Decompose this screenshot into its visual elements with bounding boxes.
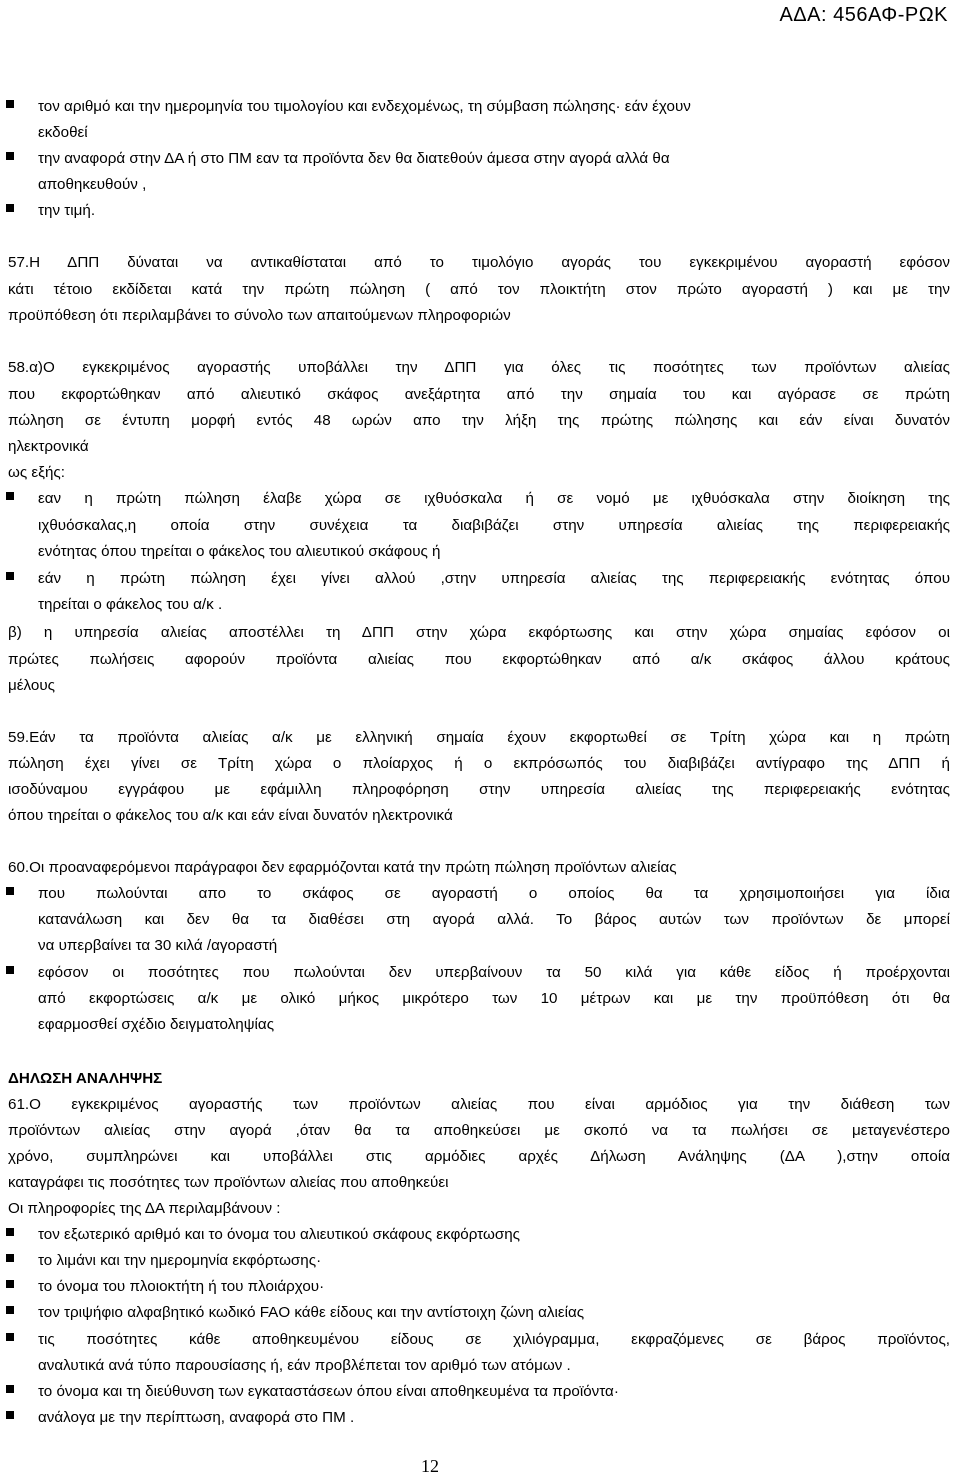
text-line: να υπερβαίνει τα 30 κιλά /αγοραστή [38, 937, 278, 954]
bullet-icon [6, 1411, 14, 1419]
text-line: εφαρμοσθεί σχέδιο δειγματοληψίας [38, 1016, 275, 1033]
text-line: το λιμάνι και την ημερομηνία εκφόρτωσης· [38, 1252, 322, 1269]
text-line: που πωλούνται απο το σκάφος σε αγοραστή ο οποίος θα τα χρησιμοποιήσει για ίδια [38, 885, 950, 902]
bullet-icon [6, 572, 14, 580]
ada-code: ΑΔΑ: 456ΑΦ-ΡΩΚ [779, 4, 948, 26]
text-line: εφόσον οι ποσότητες που πωλούνται δεν υπερβαίνουν τα 50 κιλά για κάθε είδος ή προέρχονται [38, 964, 950, 981]
paragraph-59-line: ισοδύναμου εγγράφου με εφάμιλλη πληροφόρηση στην υπηρεσία αλιείας της περιφερειακής ενότητας [8, 781, 950, 798]
text-line: τις ποσότητες κάθε αποθηκευμένου είδους σε χιλιόγραμμα, εκφραζόμενες σε βάρος προϊόντος, [38, 1331, 950, 1348]
bullet-icon [6, 1280, 14, 1288]
paragraph-59-line: πώληση έχει γίνει σε Τρίτη χώρα ο πλοίαρχος ή ο εκπρόσωπός του διαβιβάζει αντίγραφο της ΔΠΠ ή [8, 755, 950, 772]
paragraph-59-line: 59.Εάν τα προϊόντα αλιείας α/κ με ελληνική σημαία έχουν εκφορτωθεί σε Τρίτη χώρα και η πρώτη [8, 729, 950, 746]
text-line: τον εξωτερικό αριθμό και το όνομα του αλιευτικού σκάφους εκφόρτωσης [38, 1226, 520, 1243]
paragraph-61-line: Οι πληροφορίες της ΔΑ περιλαμβάνουν : [8, 1200, 281, 1217]
paragraph-61-line: χρόνο, συμπληρώνει και υποβάλλει στις αρμόδιες αρχές Δήλωση Ανάληψης (ΔΑ ),στην οποία [8, 1148, 950, 1165]
paragraph-58b-line: μέλους [8, 677, 55, 694]
text-line: την τιμή. [38, 202, 96, 219]
paragraph-61-line: προϊόντων αλιείας στην αγορά ,όταν θα τα αποθηκεύσει με σκοπό να τα πωλήσει σε μεταγενέστερο [8, 1122, 950, 1139]
paragraph-60-line: 60.Οι προαναφερόμενοι παράγραφοι δεν εφαρμόζονται κατά την πρώτη πώληση προϊόντων αλιείας [8, 859, 677, 876]
paragraph-57-line: κάτι τέτοιο εκδίδεται κατά την πρώτη πώληση ( από τον πλοικτήτη στον πρώτο αγοραστή ) και με την [8, 281, 950, 298]
bullet-icon [6, 887, 14, 895]
text-line: κατανάλωση και δεν θα τα διαθέσει στη αγορά αλλά. Το βάρος αυτών των προϊόντων δε μπορεί [38, 911, 950, 928]
text-line: την αναφορά στην ΔΑ ή στο ΠΜ εαν τα προϊόντα δεν θα διατεθούν άμεσα στην αγορά αλλά θα [38, 150, 670, 167]
page-number: 12 [421, 1456, 439, 1476]
text-line: το όνομα και τη διεύθυνση των εγκαταστάσεων όπου είναι αποθηκευμένα τα προϊόντα· [38, 1383, 619, 1400]
bullet-icon [6, 1385, 14, 1393]
bullet-icon [6, 152, 14, 160]
text-line: τον τριψήφιο αλφαβητικό κωδικό FAO κάθε είδους και την αντίστοιχη ζώνη αλιείας [38, 1304, 585, 1321]
text-line: το όνομα του πλοιοκτήτη ή του πλοιάρχου· [38, 1278, 325, 1295]
paragraph-57-line: 57.Η ΔΠΠ δύναται να αντικαθίσταται από το τιμολόγιο αγοράς του εγκεκριμένου αγοραστή εφόσον [8, 254, 950, 271]
paragraph-57-line: προϋπόθεση ότι περιλαμβάνει το σύνολο των απαιτούμενων πληροφοριών [8, 307, 511, 324]
text-line: ανάλογα με την περίπτωση, αναφορά στο ΠΜ . [38, 1409, 355, 1426]
bullet-icon [6, 1333, 14, 1341]
paragraph-61-line: 61.Ο εγκεκριμένος αγοραστής των προϊόντων αλιείας που είναι αρμόδιος για την διάθεση των [8, 1096, 950, 1113]
paragraph-58-line: ως εξής: [8, 464, 65, 481]
text-line: ιχθυόσκαλας,η οποία στην συνέχεια τα διαβιβάζει στην υπηρεσία αλιείας της περιφερειακής [38, 517, 950, 534]
paragraph-58-line: που εκφορτώθηκαν από αλιευτικό σκάφος ανεξάρτητα από την σημαία του και αγόρασε σε πρώτη [8, 386, 950, 403]
text-line: τηρείται ο φάκελος του α/κ . [38, 596, 223, 613]
text-line: αποθηκευθούν , [38, 176, 147, 193]
text-line: από εκφορτώσεις α/κ με ολικό μήκος μικρότερο των 10 μέτρων και με την προϋπόθεση ότι θα [38, 990, 950, 1007]
text-line: εκδοθεί [38, 124, 88, 141]
paragraph-58b-line: β) η υπηρεσία αλιείας αποστέλλει τη ΔΠΠ στην χώρα εκφόρτωσης και στην χώρα σημαίας εφόσον οι [8, 624, 950, 641]
bullet-icon [6, 966, 14, 974]
section-heading: ΔΗΛΩΣΗ ΑΝΑΛΗΨΗΣ [8, 1070, 163, 1087]
bullet-icon [6, 1306, 14, 1314]
bullet-icon [6, 492, 14, 500]
paragraph-58-line: πώληση σε έντυπη μορφή εντός 48 ωρών απο την λήξη της πρώτης πώλησης και εάν είναι δυνατόν [8, 412, 950, 429]
bullet-icon [6, 204, 14, 212]
paragraph-58-line: 58.α)Ο εγκεκριμένος αγοραστής υποβάλλει την ΔΠΠ για όλες τις ποσότητες των προϊόντων αλιείας [8, 359, 950, 376]
text-line: αναλυτικά ανά τύπο παρουσίασης ή, εάν προβλέπεται τον αριθμό των ατόμων . [38, 1357, 571, 1374]
paragraph-59-line: όπου τηρείται ο φάκελος του α/κ και εάν είναι δυνατόν ηλεκτρονικά [8, 807, 453, 824]
text-line: εάν η πρώτη πώληση έχει γίνει αλλού ,στην υπηρεσία αλιείας της περιφερειακής ενότητας όπου [38, 570, 950, 587]
bullet-icon [6, 1254, 14, 1262]
text-line: εαν η πρώτη πώληση έλαβε χώρα σε ιχθυόσκαλα ή σε νομό με ιχθυόσκαλα στην διοίκηση της [38, 490, 950, 507]
bullet-icon [6, 1228, 14, 1236]
text-line: ενότητας όπου τηρείται ο φάκελος του αλιευτικού σκάφους ή [38, 543, 441, 560]
paragraph-58-line: ηλεκτρονικά [8, 438, 89, 455]
paragraph-58b-line: πρώτες πωλήσεις αφορούν προϊόντα αλιείας που εκφορτώθηκαν από α/κ σκάφος άλλου κράτους [8, 651, 950, 668]
bullet-icon [6, 100, 14, 108]
paragraph-61-line: καταγράφει τις ποσότητες των προϊόντων αλιείας που αποθηκεύει [8, 1174, 449, 1191]
text-line: τον αριθμό και την ημερομηνία του τιμολογίου και ενδεχομένως, τη σύμβαση πώλησης· εάν έχουν [38, 98, 691, 115]
